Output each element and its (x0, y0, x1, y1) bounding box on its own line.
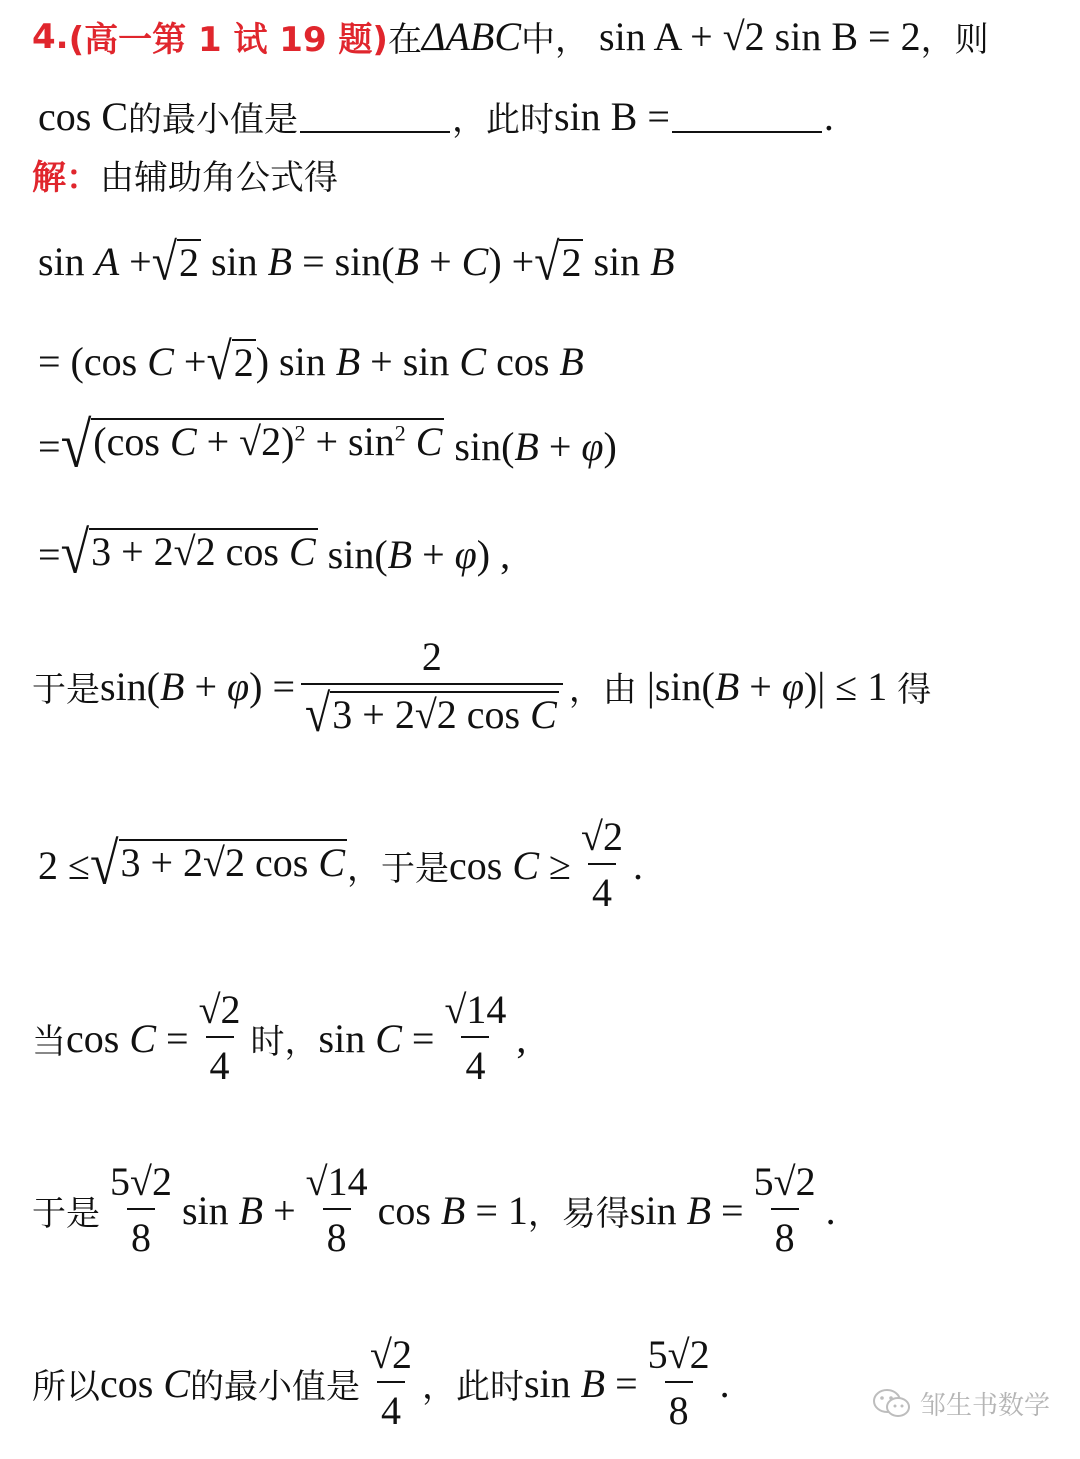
problem-source: (高一第 1 试 19 题) (68, 20, 388, 60)
text-dang: 当 (32, 1021, 66, 1062)
problem-intro: 在 (387, 20, 422, 60)
text-yushi-3: 于是 (32, 1193, 100, 1234)
problem-end: . (823, 94, 834, 139)
solution-intro: 由辅助角公式得 (100, 158, 338, 198)
problem-then: ，则 (920, 20, 989, 60)
wechat-icon (872, 1387, 912, 1421)
text-shi: 时， (250, 1021, 319, 1062)
conclusion: 所以 cos C 的最小值是 $\frac{√2}{4}$ ，此时 sin B = $\frac{5√2}{8}$ . (32, 1332, 730, 1433)
problem-ask1-text: 的最小值是 (128, 100, 298, 140)
text-yushi-1: 于是 (32, 670, 100, 710)
watermark (872, 1385, 1050, 1422)
problem-number: 4. (32, 16, 69, 57)
problem-ask2-text: ，此时 (452, 100, 554, 140)
text-you: ，由 (568, 670, 637, 710)
derivation-line-2: = (cos C + √ 2 ) sin B + sin C cos B (38, 331, 584, 391)
derivation-line-3: = √ (cos $C + √2)^2 + \sin^2 C$ sin(B + φ) (38, 410, 617, 482)
step-sin-b-phi: 于是 sin(B + φ) = 2 √ 3 + 2√2 cos C ，由 |sin(B + φ)| ≤ 1 得 (32, 634, 932, 743)
step-when-cos: 当 cos C = $\frac{√2}{4}$ 时， sin C = $\frac{√14}{4}$ , (32, 987, 527, 1088)
step-inequality: 2 ≤ √ 3 + 2√2 cos C ，于是 cos C ≥ $\frac{√2}{4}$ . (38, 814, 643, 915)
problem-ask2: sin B = (554, 94, 670, 139)
problem-ask1: cos C (38, 94, 128, 139)
answer-blank-1[interactable] (300, 101, 450, 133)
text-de: 得 (897, 670, 932, 710)
text-suoyi: 所以 (32, 1366, 100, 1407)
step-equation: 于是 $\frac{5√2}{8}$ sin B + $\frac{√14}{8}$ cos B = 1 ，易得 sin B = $\frac{5√2}{8}$ . (32, 1159, 836, 1260)
problem-mid: 中， (521, 20, 590, 60)
solution-heading (32, 150, 338, 199)
watermark-text: 邹生书数学 (919, 1391, 1050, 1421)
derivation-line-1: sin A + √ 2 sin B = sin(B + C) + √ 2 sin B (38, 231, 675, 291)
text-yide: ，易得 (527, 1193, 630, 1234)
problem-condition: sin A + √2 sin B = 2 (599, 14, 921, 59)
answer-blank-2[interactable] (672, 101, 822, 133)
derivation-line-4: = √ 3 + 2√2 cos C sin(B + φ) , (38, 520, 511, 587)
text-cishi: ，此时 (421, 1366, 524, 1407)
text-yushi-2: ，于是 (347, 848, 450, 889)
text-min-value: 的最小值是 (190, 1366, 361, 1407)
problem-line-2 (38, 92, 834, 141)
problem-line-1 (32, 12, 989, 61)
solution-label: 解： (32, 158, 100, 198)
triangle-label: ΔABC (421, 14, 522, 59)
